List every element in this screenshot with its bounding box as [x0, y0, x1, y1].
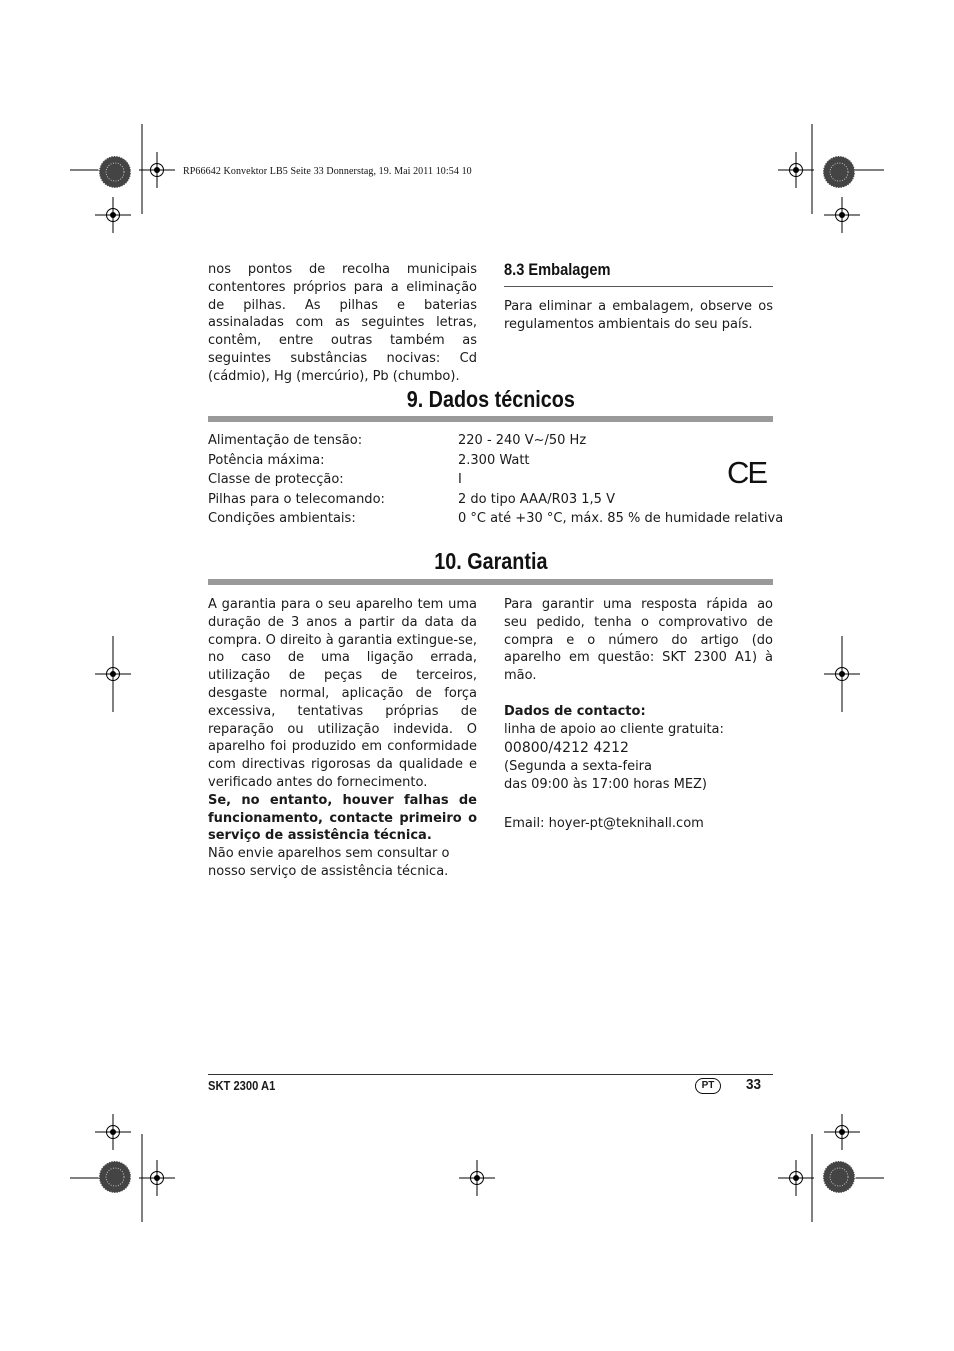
garantia-bold-notice: Se, no entanto, houver falhas de funcionamento, contacte primeiro o serviço de assistência técnica.: [208, 792, 477, 844]
spec-row: [208, 492, 773, 512]
spec-label: Potência máxima:: [208, 452, 325, 468]
spec-row: [208, 511, 784, 531]
garantia-right-column: [504, 596, 773, 833]
garantia-right-paragraph: Para garantir uma resposta rápida ao seu pedido, tenha o comprovativo de compra e o número do artigo (do aparelho em questão: SKT 2300 A1) à mão.: [504, 597, 773, 684]
footer-rule: [208, 1074, 773, 1075]
spec-value: 0 °C até +30 °C, máx. 85 % de humidade relativa: [458, 511, 784, 526]
intro-paragraph: [208, 261, 477, 386]
garantia-last-paragraph: Não envie aparelhos sem consultar o nosso serviço de assistência técnica.: [208, 846, 450, 879]
spec-value: 220 - 240 V~/50 Hz: [458, 433, 587, 448]
print-info-line: RP66642 Konvektor LB5 Seite 33 Donnerstag, 19. Mai 2011 10:54 10: [183, 166, 472, 177]
spacer: [504, 794, 773, 815]
contact-hours: (Segunda a sexta-feira: [504, 759, 652, 775]
spec-value: I: [458, 472, 462, 487]
spec-label: Classe de protecção:: [208, 472, 344, 487]
spacer: [504, 685, 773, 703]
garantia-heading: [208, 548, 773, 575]
spec-value: 2 do tipo AAA/R03 1,5 V: [458, 491, 615, 507]
page-number: 33: [746, 1076, 762, 1093]
contact-phone: 00800/4212 4212: [504, 740, 629, 757]
spec-value: 2.300 Watt: [458, 452, 530, 468]
embalagem-heading: 8.3 Embalagem: [504, 260, 611, 279]
embalagem-rule: [504, 286, 773, 287]
spec-row: [208, 433, 773, 453]
spec-label: Alimentação de tensão:: [208, 433, 363, 448]
language-badge: PT: [695, 1078, 721, 1094]
embalagem-paragraph: [504, 298, 773, 334]
embalagem-text: Para eliminar a embalagem, observe os regulamentos ambientais do seu país.: [504, 299, 773, 332]
ce-mark-icon: CE: [727, 455, 767, 490]
spec-row: [208, 453, 773, 473]
spec-row: [208, 472, 773, 492]
dados-tecnicos-bar: [208, 416, 773, 422]
dados-tecnicos-title: 9. Dados técnicos: [406, 386, 575, 412]
footer-model: SKT 2300 A1: [208, 1078, 276, 1093]
spec-label: Condições ambientais:: [208, 511, 356, 526]
spec-label: Pilhas para o telecomando:: [208, 491, 385, 507]
contact-heading: Dados de contacto:: [504, 703, 646, 719]
garantia-paragraph: A garantia para o seu aparelho tem uma duração de 3 anos a partir da data da compra. O direito à garantia extingue-se, no caso de uma ligação errada, utilização de peças de terceiros, desgaste normal, aplicação de força excessiva, tentativas próprias de reparação ou utilização indevida. O aparelho foi produzido em conformidade com directivas rigorosas da qualidade e verificado antes do fornecimento.: [208, 597, 477, 790]
contact-hours: das 09:00 às 17:00 horas MEZ): [504, 777, 708, 793]
contact-line: linha de apoio ao cliente gratuita:: [504, 721, 724, 737]
garantia-left-column: [208, 596, 477, 881]
garantia-bar: [208, 579, 773, 585]
contact-email: Email: hoyer-pt@teknihall.com: [504, 815, 704, 831]
garantia-title: 10. Garantia: [433, 548, 548, 574]
intro-text: nos pontos de recolha municipais contentores próprios para a eliminação de pilhas. As pilhas e baterias assinaladas com as seguintes letras, contêm, entre outras também as seguintes substâncias nocivas: Cd (cádmio), Hg (mercúrio), Pb (chumbo).: [208, 262, 477, 384]
dados-tecnicos-heading: [208, 386, 773, 413]
